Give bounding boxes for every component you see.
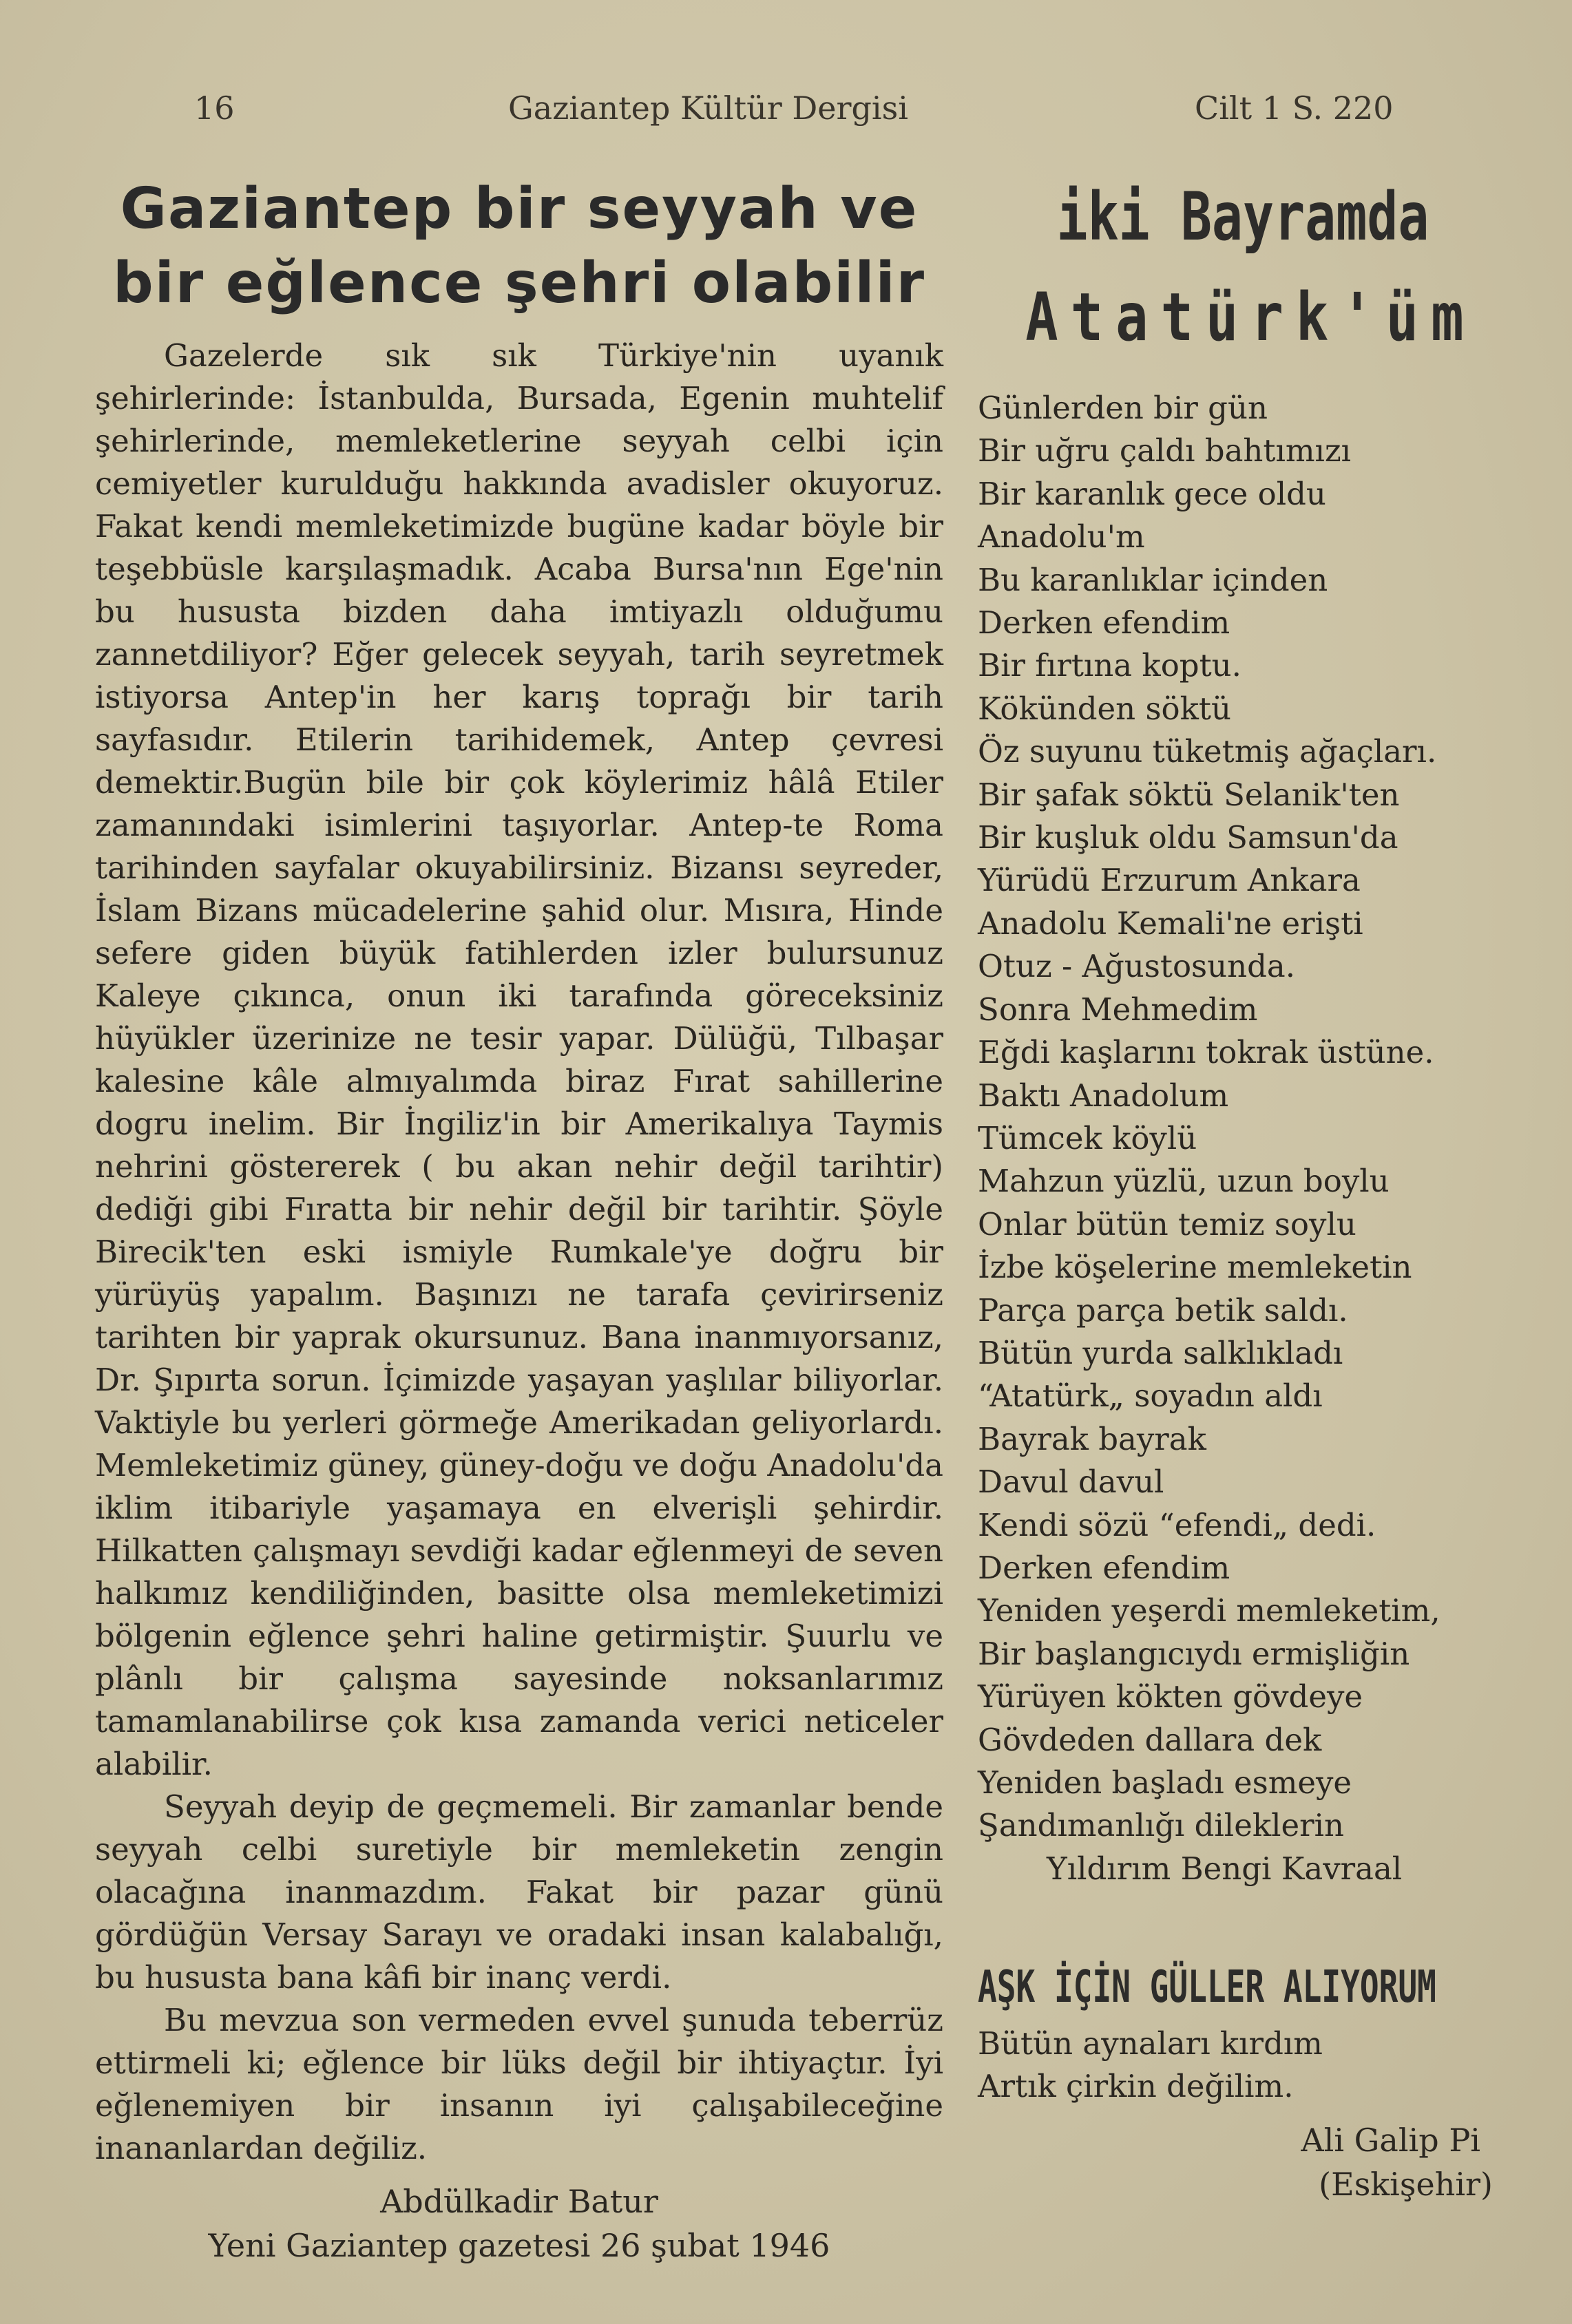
running-header (0, 83, 1572, 138)
article-title-line-2: bir eğlence şehri olabilir (112, 251, 926, 316)
poem-line: Onlar bütün temiz soylu (978, 1205, 1356, 1243)
poem-line: Yeniden başladı esmeye (978, 1764, 1352, 1801)
poem-line: Anadolu'm (978, 518, 1145, 556)
poem-author: Yıldırım Bengi Kavraal (1047, 1850, 1403, 1887)
poem-line: Derken efendim (978, 1549, 1230, 1586)
poem-line: İzbe köşelerine memleketin (978, 1249, 1412, 1286)
poem2-line: Artık çirkin değilim. (978, 2068, 1294, 2105)
article-paragraph-3: Bu mevzua son vermeden evvel şunuda teberrüz ettirmeli ki; eğlence bir lüks değil bir ihtiyaçtır. İyi eğlenemiyen bir insanın iyi çalışabileceğine inananlardan değiliz. (95, 2002, 943, 2166)
poem-line: Yeniden yeşerdi memleketim, (978, 1592, 1440, 1629)
poem-title-line-2: Atatürk'üm (1025, 279, 1476, 356)
poem-body (978, 387, 1508, 1848)
poem-line: Bir uğru çaldı bahtımızı (978, 432, 1352, 469)
article-source: Yeni Gaziantep gazetesi 26 şubat 1946 (208, 2227, 830, 2264)
poem-line: Bayrak bayrak (978, 1420, 1206, 1457)
article-title (95, 172, 943, 321)
poem-line: “Atatürk„ soyadın aldı (978, 1377, 1323, 1415)
poem-line: Anadolu Kemali'ne erişti (978, 905, 1363, 942)
poem-line: Yürüyen kökten gövdeye (978, 1678, 1363, 1715)
poem-line: Bir kuşluk oldu Samsun'da (978, 819, 1398, 856)
poem2-author: Ali Galip Pi (1301, 2121, 1480, 2159)
poem-line: Gövdeden dallara dek (978, 1721, 1322, 1758)
poem-line: Parça parça betik saldı. (978, 1291, 1348, 1329)
journal-name: Gaziantep Kültür Dergisi (508, 89, 908, 127)
article-author: Abdülkadir Batur (380, 2183, 658, 2220)
page-number: 16 (194, 89, 235, 127)
poem-line: Baktı Anadolum (978, 1077, 1229, 1114)
poem-line: Tümcek köylü (978, 1119, 1197, 1156)
poem-line: Yürüdü Erzurum Ankara (978, 862, 1361, 899)
poem-line: Kendi sözü “efendi„ dedi. (978, 1506, 1376, 1543)
poetry-column (978, 172, 1508, 2206)
poem-line: Bir fırtına koptu. (978, 647, 1241, 684)
poem2-body (978, 2022, 1508, 2109)
poem-line: Şandımanlığı dileklerin (978, 1807, 1345, 1844)
poem-line: Sonra Mehmedim (978, 991, 1258, 1028)
poem2-place: (Eskişehir) (1319, 2165, 1493, 2203)
poem-line: Bir karanlık gece oldu (978, 475, 1326, 512)
poem-title-line-1: iki Bayramda (1056, 178, 1429, 255)
poem-line: Mahzun yüzlü, uzun boylu (978, 1163, 1390, 1200)
poem-line: Öz suyunu tüketmiş ağaçları. (978, 733, 1437, 770)
poem-line: Davul davul (978, 1464, 1164, 1501)
article-paragraph-1: Gazelerde sık sık Türkiye'nin uyanık şehirlerinde: İstanbulda, Bursada, Egenin muhtelif şehirlerinde, memleketlerine seyyah celbi için cemiyetler kurulduğu hakkında avadisler okuyoruz. Fakat kendi memleketimizde bugüne kadar böyle bir teşebbüsle karşılaşmadık. Acaba Bursa'nın Ege'nin bu hususta bizden daha imtiyazlı olduğumu zannetdiliyor? Eğer gelecek seyyah, tarih seyretmek istiyorsa Antep'in her karış toprağı bir tarih sayfasıdır. Etilerin tarihidemek, Antep çevresi demektir.Bugün bile bir çok köylerimiz hâlâ Etiler zamanındaki isimlerini taşıyorlar. Antep-te Roma tarihinden sayfalar okuyabilirsiniz. Bizansı seyreder, İslam Bizans mücadelerine şahid olur. Mısıra, Hinde sefere giden büyük fatihlerden izler bulursunuz Kaleye çıkınca, onun iki tarafında göreceksiniz hüyükler üzerinize ne tesir yapar. Dülüğü, Tılbaşar kalesine kâle almıyalımda biraz Fırat sahillerine dogru inelim. Bir İngiliz'in bir Amerikalıya Taymis nehrini göstererek ( bu akan nehir değil tarihtir) dediği gibi Fıratta bir nehir değil bir tarihtir. Şöyle Birecik'ten eski ismiyle Rumkale'ye doğru bir yürüyüş yapalım. Başınızı ne tarafa çevirirseniz tarihten bir yaprak okursunuz. Bana inanmıyorsanız, Dr. Şıpırta sorun. İçimizde yaşayan yaşlılar biliyorlar. Vaktiyle bu yerleri görmeğe Amerikadan geliyorlardı. Memleketimiz güney, güney-doğu ve doğu Anadolu'da iklim itibariyle yaşamaya en elverişli şehirdir. Hilkatten çalışmayı sevdiği kadar eğlenmeyi de seven halkımız kendiliğinden, basitte olsa memleketimizi bölgenin eğlence şehri haline getirmiştir. Şuurlu ve plânlı bir çalışma sayesinde noksanlarımız tamamlanabilirse çok kısa zamanda verici neticeler alabilir. (95, 337, 943, 1782)
article-title-line-1: Gaziantep bir seyyah ve (120, 176, 919, 242)
poem-line: Günlerden bir gün (978, 390, 1268, 426)
article-column (95, 172, 943, 2268)
poem-line: Eğdi kaşlarını tokrak üstüne. (978, 1034, 1434, 1071)
poem2-line: Bütün aynaları kırdım (978, 2025, 1323, 2062)
article-paragraph-2: Seyyah deyip de geçmemeli. Bir zamanlar bende seyyah celbi suretiyle bir memleketin zengin olacağına inanmazdım. Fakat bir pazar günü gördüğün Versay Sarayı ve oradaki insan kalabalığı, bu hususta bana kâfi bir inanç verdi. (95, 1788, 943, 1996)
poem-line: Otuz - Ağustosunda. (978, 948, 1296, 985)
volume-issue: Cilt 1 S. 220 (1195, 89, 1394, 127)
poem-line: Bütün yurda salklıkladı (978, 1334, 1343, 1371)
article-body (95, 335, 943, 2170)
poem2-title: AŞK İÇİN GÜLLER ALIYORUM (978, 1961, 1436, 2013)
poem-line: Derken efendim (978, 604, 1230, 642)
poem-line: Bir şafak söktü Selanik'ten (978, 776, 1400, 813)
poem-line: Bu karanlıklar içinden (978, 561, 1328, 598)
poem-line: Kökünden söktü (978, 690, 1231, 727)
poem-line: Bir başlangıcıydı ermişliğin (978, 1635, 1410, 1672)
